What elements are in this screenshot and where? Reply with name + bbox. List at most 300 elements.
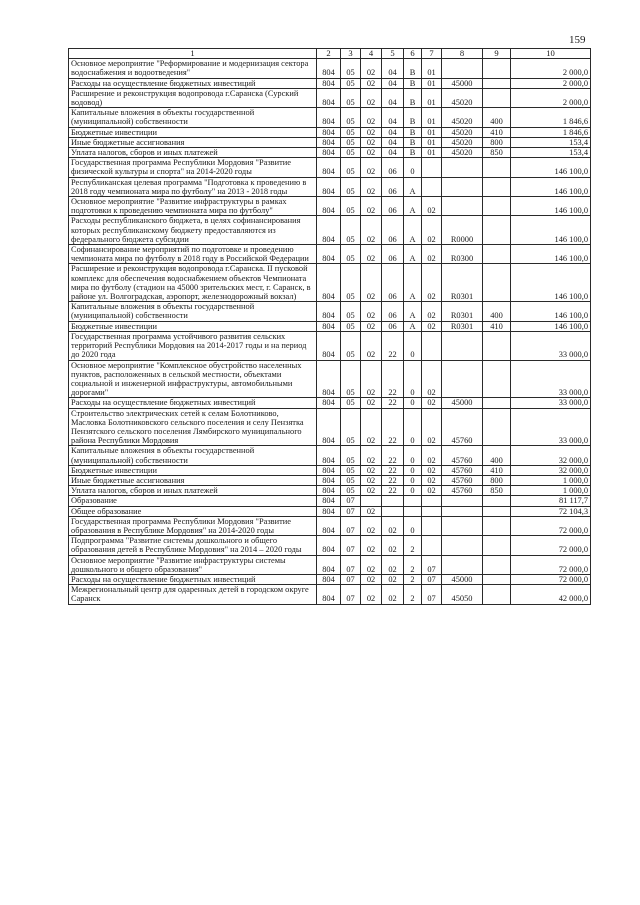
row-name: Расходы на осуществление бюджетных инвестиций xyxy=(69,78,317,88)
code-direction xyxy=(442,496,483,506)
table-row xyxy=(69,137,591,147)
code-expense-type xyxy=(483,88,511,107)
code-glava: 804 xyxy=(317,516,341,535)
code-program: 06 xyxy=(382,302,404,321)
code-subprogram: 0 xyxy=(404,398,422,408)
code-razdel: 05 xyxy=(341,127,361,137)
code-glava: 804 xyxy=(317,585,341,604)
code-program: 22 xyxy=(382,360,404,398)
code-event: 02 xyxy=(422,465,442,475)
row-amount: 146 100,0 xyxy=(511,321,591,331)
row-amount: 2 000,0 xyxy=(511,78,591,88)
code-podrazdel: 02 xyxy=(361,398,382,408)
code-direction: 45760 xyxy=(442,408,483,446)
row-name: Иные бюджетные ассигнования xyxy=(69,475,317,485)
table-row xyxy=(69,486,591,496)
code-glava: 804 xyxy=(317,398,341,408)
code-expense-type xyxy=(483,264,511,302)
code-program: 02 xyxy=(382,555,404,574)
column-header: 9 xyxy=(483,49,511,59)
code-expense-type xyxy=(483,398,511,408)
code-program: 06 xyxy=(382,321,404,331)
code-razdel: 07 xyxy=(341,496,361,506)
code-podrazdel: 02 xyxy=(361,245,382,264)
code-glava: 804 xyxy=(317,264,341,302)
code-razdel: 07 xyxy=(341,536,361,555)
row-name: Бюджетные инвестиции xyxy=(69,321,317,331)
code-razdel: 05 xyxy=(341,158,361,177)
code-program: 22 xyxy=(382,486,404,496)
code-program: 22 xyxy=(382,465,404,475)
row-amount: 32 000,0 xyxy=(511,446,591,465)
row-amount: 1 000,0 xyxy=(511,475,591,485)
code-razdel: 05 xyxy=(341,408,361,446)
code-razdel: 05 xyxy=(341,302,361,321)
code-program: 06 xyxy=(382,216,404,245)
row-name: Уплата налогов, сборов и иных платежей xyxy=(69,486,317,496)
code-razdel: 07 xyxy=(341,506,361,516)
code-direction: 45020 xyxy=(442,137,483,147)
code-subprogram: В xyxy=(404,78,422,88)
code-subprogram: А xyxy=(404,216,422,245)
row-amount: 2 000,0 xyxy=(511,88,591,107)
budget-table xyxy=(68,48,591,605)
code-subprogram: В xyxy=(404,127,422,137)
code-podrazdel: 02 xyxy=(361,408,382,446)
code-podrazdel: 02 xyxy=(361,555,382,574)
code-razdel: 07 xyxy=(341,516,361,535)
code-glava: 804 xyxy=(317,360,341,398)
code-direction xyxy=(442,59,483,78)
code-podrazdel: 02 xyxy=(361,360,382,398)
row-name: Государственная программа Республики Мордовия "Развитие физической культуры и спорта" на 2014-2020 годы xyxy=(69,158,317,177)
table-row xyxy=(69,496,591,506)
code-subprogram: А xyxy=(404,321,422,331)
code-razdel: 05 xyxy=(341,360,361,398)
code-podrazdel: 02 xyxy=(361,264,382,302)
code-expense-type: 400 xyxy=(483,446,511,465)
code-podrazdel: 02 xyxy=(361,137,382,147)
code-direction: 45020 xyxy=(442,108,483,127)
code-subprogram: 2 xyxy=(404,555,422,574)
code-event: 02 xyxy=(422,197,442,216)
code-glava: 804 xyxy=(317,108,341,127)
code-subprogram xyxy=(404,496,422,506)
code-program: 04 xyxy=(382,59,404,78)
code-event xyxy=(422,506,442,516)
row-amount: 33 000,0 xyxy=(511,331,591,360)
code-event: 02 xyxy=(422,475,442,485)
code-direction: R0300 xyxy=(442,245,483,264)
row-name: Капитальные вложения в объекты государственной (муниципальной) собственности xyxy=(69,302,317,321)
code-razdel: 05 xyxy=(341,137,361,147)
code-podrazdel: 02 xyxy=(361,446,382,465)
code-podrazdel: 02 xyxy=(361,516,382,535)
table-row xyxy=(69,108,591,127)
table-row xyxy=(69,555,591,574)
code-podrazdel: 02 xyxy=(361,465,382,475)
code-podrazdel xyxy=(361,496,382,506)
code-event: 02 xyxy=(422,398,442,408)
code-event: 02 xyxy=(422,302,442,321)
code-program: 22 xyxy=(382,398,404,408)
code-expense-type xyxy=(483,360,511,398)
code-direction: 45000 xyxy=(442,398,483,408)
code-glava: 804 xyxy=(317,574,341,584)
code-expense-type: 400 xyxy=(483,108,511,127)
code-glava: 804 xyxy=(317,137,341,147)
code-program: 22 xyxy=(382,446,404,465)
code-glava: 804 xyxy=(317,78,341,88)
code-direction: 45760 xyxy=(442,465,483,475)
row-name: Государственная программа устойчивого развития сельских территорий Республики Мордовия на 2014-2017 годы и на период до 2020 года xyxy=(69,331,317,360)
code-glava: 804 xyxy=(317,321,341,331)
code-podrazdel: 02 xyxy=(361,197,382,216)
code-program: 04 xyxy=(382,127,404,137)
code-glava: 804 xyxy=(317,408,341,446)
code-expense-type: 800 xyxy=(483,137,511,147)
table-row xyxy=(69,158,591,177)
code-subprogram: 0 xyxy=(404,465,422,475)
code-expense-type: 850 xyxy=(483,486,511,496)
code-direction: 45020 xyxy=(442,127,483,137)
code-event: 02 xyxy=(422,264,442,302)
row-amount: 33 000,0 xyxy=(511,360,591,398)
code-direction: 45050 xyxy=(442,585,483,604)
table-row xyxy=(69,516,591,535)
code-event: 01 xyxy=(422,88,442,107)
code-podrazdel: 02 xyxy=(361,177,382,196)
column-header: 8 xyxy=(442,49,483,59)
code-direction: 45000 xyxy=(442,78,483,88)
code-razdel: 05 xyxy=(341,59,361,78)
code-glava: 804 xyxy=(317,197,341,216)
code-glava: 804 xyxy=(317,148,341,158)
table-row xyxy=(69,465,591,475)
code-program: 04 xyxy=(382,108,404,127)
code-razdel: 05 xyxy=(341,245,361,264)
code-expense-type xyxy=(483,506,511,516)
code-expense-type xyxy=(483,516,511,535)
table-row xyxy=(69,177,591,196)
code-podrazdel: 02 xyxy=(361,127,382,137)
code-event xyxy=(422,536,442,555)
column-header: 6 xyxy=(404,49,422,59)
code-podrazdel: 02 xyxy=(361,486,382,496)
code-direction xyxy=(442,360,483,398)
code-subprogram: 0 xyxy=(404,360,422,398)
code-program xyxy=(382,506,404,516)
code-direction xyxy=(442,158,483,177)
code-subprogram: А xyxy=(404,302,422,321)
code-subprogram: В xyxy=(404,108,422,127)
code-event xyxy=(422,516,442,535)
code-subprogram: 2 xyxy=(404,574,422,584)
code-program: 06 xyxy=(382,245,404,264)
code-program: 02 xyxy=(382,516,404,535)
code-subprogram: 2 xyxy=(404,585,422,604)
code-razdel: 05 xyxy=(341,486,361,496)
code-podrazdel: 02 xyxy=(361,574,382,584)
row-amount: 33 000,0 xyxy=(511,398,591,408)
column-header: 1 xyxy=(69,49,317,59)
code-expense-type xyxy=(483,585,511,604)
code-event: 02 xyxy=(422,216,442,245)
code-direction: R0301 xyxy=(442,302,483,321)
table-row xyxy=(69,536,591,555)
code-glava: 804 xyxy=(317,158,341,177)
code-event: 02 xyxy=(422,245,442,264)
code-event: 07 xyxy=(422,555,442,574)
code-glava: 804 xyxy=(317,486,341,496)
code-event: 01 xyxy=(422,127,442,137)
code-program: 04 xyxy=(382,148,404,158)
code-subprogram: А xyxy=(404,264,422,302)
row-amount: 2 000,0 xyxy=(511,59,591,78)
code-event: 07 xyxy=(422,574,442,584)
row-amount: 81 117,7 xyxy=(511,496,591,506)
code-expense-type xyxy=(483,59,511,78)
row-name: Расходы на осуществление бюджетных инвестиций xyxy=(69,574,317,584)
code-expense-type xyxy=(483,245,511,264)
code-direction xyxy=(442,555,483,574)
code-glava: 804 xyxy=(317,127,341,137)
row-name: Капитальные вложения в объекты государственной (муниципальной) собственности xyxy=(69,108,317,127)
table-row xyxy=(69,216,591,245)
column-header: 5 xyxy=(382,49,404,59)
row-amount: 146 100,0 xyxy=(511,245,591,264)
row-amount: 146 100,0 xyxy=(511,197,591,216)
code-razdel: 05 xyxy=(341,148,361,158)
code-program: 22 xyxy=(382,475,404,485)
code-podrazdel: 02 xyxy=(361,88,382,107)
code-event: 01 xyxy=(422,59,442,78)
row-name: Межрегиональный центр для одаренных детей в городском округе Саранск xyxy=(69,585,317,604)
code-program: 02 xyxy=(382,536,404,555)
row-name: Софинансирование мероприятий по подготовке и проведению чемпионата мира по футболу в 2018 году в Российской Федерации xyxy=(69,245,317,264)
code-subprogram: 2 xyxy=(404,536,422,555)
code-glava: 804 xyxy=(317,555,341,574)
row-amount: 146 100,0 xyxy=(511,216,591,245)
code-subprogram: В xyxy=(404,88,422,107)
table-row xyxy=(69,360,591,398)
code-subprogram: 0 xyxy=(404,516,422,535)
code-podrazdel: 02 xyxy=(361,59,382,78)
code-razdel: 07 xyxy=(341,555,361,574)
row-amount: 1 846,6 xyxy=(511,127,591,137)
code-event xyxy=(422,496,442,506)
table-row xyxy=(69,408,591,446)
table-row xyxy=(69,331,591,360)
table-row xyxy=(69,59,591,78)
code-direction xyxy=(442,177,483,196)
code-program: 04 xyxy=(382,78,404,88)
row-amount: 72 000,0 xyxy=(511,536,591,555)
code-podrazdel: 02 xyxy=(361,158,382,177)
code-podrazdel: 02 xyxy=(361,108,382,127)
code-podrazdel: 02 xyxy=(361,536,382,555)
code-direction xyxy=(442,506,483,516)
code-expense-type xyxy=(483,555,511,574)
code-event: 02 xyxy=(422,446,442,465)
code-glava: 804 xyxy=(317,331,341,360)
code-glava: 804 xyxy=(317,536,341,555)
code-glava: 804 xyxy=(317,446,341,465)
row-name: Подпрограмма "Развитие системы дошкольного и общего образования детей в Республике Мордовия" на 2014 – 2020 годы xyxy=(69,536,317,555)
code-expense-type: 800 xyxy=(483,475,511,485)
code-expense-type xyxy=(483,536,511,555)
code-glava: 804 xyxy=(317,475,341,485)
code-subprogram: 0 xyxy=(404,408,422,446)
code-podrazdel: 02 xyxy=(361,148,382,158)
code-direction xyxy=(442,536,483,555)
code-podrazdel: 02 xyxy=(361,216,382,245)
code-subprogram: А xyxy=(404,197,422,216)
code-subprogram: 0 xyxy=(404,331,422,360)
code-program: 04 xyxy=(382,88,404,107)
code-glava: 804 xyxy=(317,59,341,78)
row-name: Республиканская целевая программа "Подготовка к проведению в 2018 году чемпионата мира по футболу" на 2013 - 2018 годы xyxy=(69,177,317,196)
code-razdel: 05 xyxy=(341,264,361,302)
code-glava: 804 xyxy=(317,496,341,506)
code-event xyxy=(422,331,442,360)
table-row xyxy=(69,321,591,331)
code-direction: 45760 xyxy=(442,486,483,496)
row-name: Расходы республиканского бюджета, в целях софинансирования которых республиканскому бюджету предоставляются из федерального бюджета субсидии xyxy=(69,216,317,245)
code-direction: 45760 xyxy=(442,446,483,465)
column-header: 2 xyxy=(317,49,341,59)
table-row xyxy=(69,585,591,604)
code-program: 22 xyxy=(382,331,404,360)
table-row xyxy=(69,398,591,408)
code-program: 02 xyxy=(382,574,404,584)
code-subprogram xyxy=(404,506,422,516)
code-razdel: 05 xyxy=(341,446,361,465)
row-name: Основное мероприятие "Комплексное обустройство населенных пунктов, расположенных в сельской местности, объектами социальной и инженерной инфраструктуры, автомобильными дорогами" xyxy=(69,360,317,398)
code-glava: 804 xyxy=(317,302,341,321)
table-row xyxy=(69,264,591,302)
code-expense-type xyxy=(483,78,511,88)
code-event: 02 xyxy=(422,321,442,331)
code-razdel: 05 xyxy=(341,197,361,216)
code-razdel: 05 xyxy=(341,465,361,475)
row-name: Общее образование xyxy=(69,506,317,516)
code-event xyxy=(422,158,442,177)
code-podrazdel: 02 xyxy=(361,585,382,604)
row-amount: 146 100,0 xyxy=(511,177,591,196)
code-expense-type xyxy=(483,216,511,245)
code-glava: 804 xyxy=(317,88,341,107)
row-name: Расширение и реконструкция водопровода г.Саранска. II пусковой комплекс для обеспечения водоснабжением объектов Чемпионата мира по футболу (стадион на 45000 зрительских мест, г. Саранск, в районе ул. Волгоградская, аэропорт, железнодорожный вокзал) xyxy=(69,264,317,302)
code-expense-type: 410 xyxy=(483,465,511,475)
code-direction: 45020 xyxy=(442,148,483,158)
code-expense-type: 410 xyxy=(483,127,511,137)
table-row xyxy=(69,506,591,516)
row-name: Образование xyxy=(69,496,317,506)
row-name: Строительство электрических сетей к селам Болотниково, Масловка Болотниковского сельского поселения и селу Пензятка Пензятского сельского поселения Лямбирского муниципального района Республики Мордовия xyxy=(69,408,317,446)
row-name: Бюджетные инвестиции xyxy=(69,465,317,475)
code-direction: 45020 xyxy=(442,88,483,107)
code-razdel: 05 xyxy=(341,398,361,408)
code-program xyxy=(382,496,404,506)
row-amount: 146 100,0 xyxy=(511,158,591,177)
row-amount: 1 000,0 xyxy=(511,486,591,496)
code-podrazdel: 02 xyxy=(361,331,382,360)
code-event: 02 xyxy=(422,360,442,398)
column-header: 3 xyxy=(341,49,361,59)
table-row xyxy=(69,475,591,485)
code-expense-type: 400 xyxy=(483,302,511,321)
code-razdel: 05 xyxy=(341,88,361,107)
column-header: 7 xyxy=(422,49,442,59)
code-program: 02 xyxy=(382,585,404,604)
code-podrazdel: 02 xyxy=(361,475,382,485)
table-row xyxy=(69,127,591,137)
code-razdel: 05 xyxy=(341,108,361,127)
row-name: Капитальные вложения в объекты государственной (муниципальной) собственности xyxy=(69,446,317,465)
code-program: 22 xyxy=(382,408,404,446)
code-event: 01 xyxy=(422,137,442,147)
row-name: Государственная программа Республики Мордовия "Развитие образования в Республике Мордовия" на 2014-2020 годы xyxy=(69,516,317,535)
code-expense-type xyxy=(483,574,511,584)
row-amount: 153,4 xyxy=(511,137,591,147)
code-direction xyxy=(442,331,483,360)
row-name: Расходы на осуществление бюджетных инвестиций xyxy=(69,398,317,408)
table-row xyxy=(69,574,591,584)
code-expense-type xyxy=(483,197,511,216)
row-name: Расширение и реконструкция водопровода г.Саранска (Сурский водовод) xyxy=(69,88,317,107)
code-event: 02 xyxy=(422,408,442,446)
row-amount: 153,4 xyxy=(511,148,591,158)
row-name: Уплата налогов, сборов и иных платежей xyxy=(69,148,317,158)
code-expense-type xyxy=(483,496,511,506)
code-subprogram: 0 xyxy=(404,446,422,465)
row-amount: 32 000,0 xyxy=(511,465,591,475)
row-name: Иные бюджетные ассигнования xyxy=(69,137,317,147)
code-razdel: 05 xyxy=(341,321,361,331)
table-row xyxy=(69,197,591,216)
row-amount: 146 100,0 xyxy=(511,302,591,321)
code-expense-type: 850 xyxy=(483,148,511,158)
code-program: 04 xyxy=(382,137,404,147)
code-expense-type xyxy=(483,158,511,177)
row-amount: 33 000,0 xyxy=(511,408,591,446)
code-direction xyxy=(442,197,483,216)
code-direction: R0000 xyxy=(442,216,483,245)
table-row xyxy=(69,78,591,88)
code-glava: 804 xyxy=(317,465,341,475)
code-event: 07 xyxy=(422,585,442,604)
code-razdel: 05 xyxy=(341,216,361,245)
code-event: 01 xyxy=(422,148,442,158)
row-name: Бюджетные инвестиции xyxy=(69,127,317,137)
code-glava: 804 xyxy=(317,506,341,516)
code-event: 01 xyxy=(422,108,442,127)
code-glava: 804 xyxy=(317,216,341,245)
code-razdel: 07 xyxy=(341,585,361,604)
code-glava: 804 xyxy=(317,177,341,196)
row-amount: 72 104,3 xyxy=(511,506,591,516)
row-amount: 42 000,0 xyxy=(511,585,591,604)
code-expense-type xyxy=(483,408,511,446)
code-subprogram: В xyxy=(404,59,422,78)
code-direction: 45760 xyxy=(442,475,483,485)
row-name: Основное мероприятие "Развитие инфраструктуры системы дошкольного и общего образования" xyxy=(69,555,317,574)
code-podrazdel: 02 xyxy=(361,506,382,516)
code-razdel: 05 xyxy=(341,177,361,196)
column-header: 10 xyxy=(511,49,591,59)
row-amount: 146 100,0 xyxy=(511,264,591,302)
